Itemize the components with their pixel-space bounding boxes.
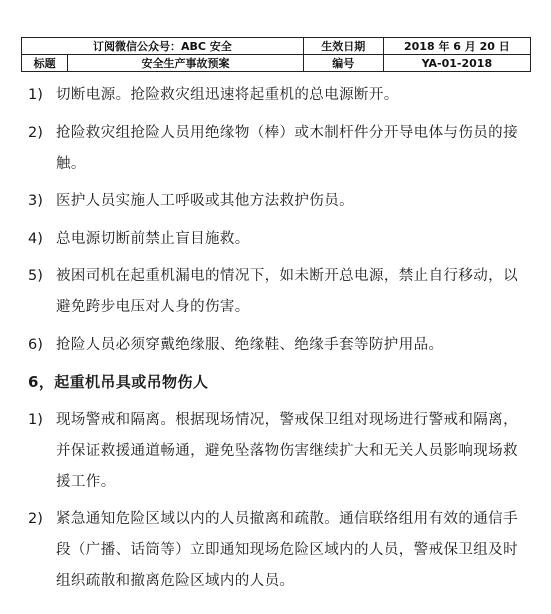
list-item — [28, 224, 518, 255]
effective-date-value: 2018 年 6 月 20 日 — [383, 38, 530, 55]
item-text: 医护人员实施人工呼吸或其他方法救护伤员。 — [56, 193, 354, 209]
item-number: 4) — [28, 230, 43, 247]
document-body — [28, 80, 518, 604]
item-text: 被困司机在起重机漏电的情况下，如未断开总电源，禁止自行移动，以避免跨步电压对人身的伤害。 — [56, 268, 518, 315]
item-text: 切断电源。抢险救灾组迅速将起重机的总电源断开。 — [56, 87, 399, 103]
item-text: 总电源切断前禁止盲目施救。 — [56, 230, 250, 247]
item-text: 紧急通知危险区域以内的人员撤离和疏散。通信联络组用有效的通信手段（广播、话筒等）立即通知现场危险区域内的人员，警戒保卫组及时组织疏散和撤离危险区域内的人员。 — [56, 511, 518, 589]
effective-date-label: 生效日期 — [303, 38, 383, 55]
list-item — [28, 186, 518, 217]
item-number: 1) — [28, 411, 43, 428]
code-label: 编号 — [303, 55, 383, 72]
subscribe-note: 订阅微信公众号：ABC 安全 — [22, 38, 304, 55]
item-text: 现场警戒和隔离。根据现场情况，警戒保卫组对现场进行警戒和隔离，并保证救援通道畅通，避免坠落物伤害继续扩大和无关人员影响现场救援工作。 — [56, 411, 518, 490]
item-number: 6) — [28, 336, 43, 353]
list-item — [28, 330, 518, 361]
item-number: 1) — [28, 87, 43, 103]
item-number: 5) — [28, 268, 43, 284]
title-label: 标题 — [22, 55, 68, 72]
list-item — [28, 405, 518, 498]
list-item — [28, 504, 518, 597]
document-title: 安全生产事故预案 — [68, 55, 304, 72]
header-row-2 — [22, 55, 531, 72]
item-text: 抢险救灾组抢险人员用绝缘物（棒）或木制杆件分开导电体与伤员的接触。 — [56, 124, 518, 172]
header-row-1 — [22, 38, 531, 55]
section-heading: 6，起重机吊具或吊物伤人 — [28, 373, 209, 391]
item-number: 3) — [28, 193, 43, 209]
item-text: 抢险人员必须穿戴绝缘服、绝缘鞋、绝缘手套等防护用品。 — [56, 336, 444, 353]
list-item — [28, 261, 518, 323]
list-item — [28, 118, 518, 180]
item-number: 2) — [28, 124, 43, 141]
list-item — [28, 80, 518, 111]
document-code: YA-01-2018 — [383, 55, 530, 72]
item-number: 2) — [28, 511, 43, 527]
document-header-table — [21, 37, 531, 72]
